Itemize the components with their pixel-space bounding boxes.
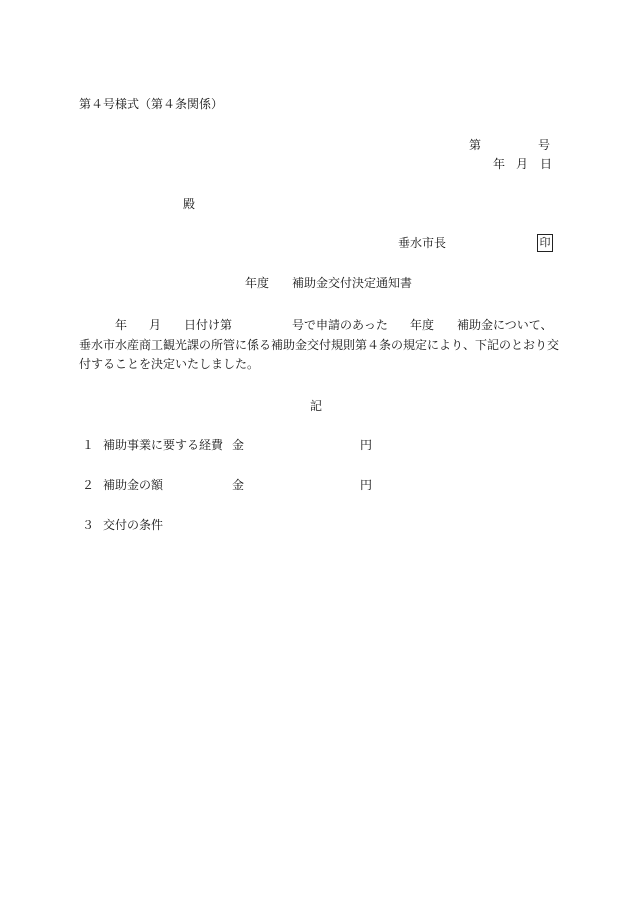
form-label: 第４号様式（第４条関係） bbox=[79, 97, 224, 111]
seal-mark: 印 bbox=[537, 234, 553, 252]
item-1-en: 円 bbox=[360, 438, 373, 452]
date-month: 月 bbox=[516, 157, 529, 171]
addressee-dono: 殿 bbox=[183, 197, 196, 211]
body-l1-go: 号で申請のあった bbox=[292, 318, 388, 332]
item-2-en: 円 bbox=[360, 478, 373, 492]
body-line-2: 垂水市水産商工観光課の所管に係る補助金交付規則第４条の規定により、下記のとおり交 bbox=[79, 338, 560, 352]
date-year: 年 bbox=[493, 157, 506, 171]
item-1-kin: 金 bbox=[232, 438, 245, 452]
body-l1-nendo: 年度 bbox=[410, 318, 435, 332]
item-2-number: ２ bbox=[82, 478, 95, 492]
item-3-label: 交付の条件 bbox=[103, 518, 164, 532]
issuer-name: 垂水市長 bbox=[398, 236, 447, 250]
item-2-kin: 金 bbox=[232, 478, 245, 492]
body-line-3: 付することを決定いたしました。 bbox=[79, 357, 260, 371]
date-day: 日 bbox=[540, 157, 553, 171]
item-1-label: 補助事業に要する経費 bbox=[103, 438, 224, 452]
body-l1-hizuke: 日付け第 bbox=[184, 318, 233, 332]
body-l1-gatsu: 月 bbox=[149, 318, 162, 332]
item-3-number: ３ bbox=[82, 518, 95, 532]
doc-number-dai: 第 bbox=[469, 138, 482, 152]
title-text: 補助金交付決定通知書 bbox=[292, 276, 413, 290]
item-2-label: 補助金の額 bbox=[103, 478, 164, 492]
ki-heading: 記 bbox=[310, 399, 323, 413]
body-l1-nen: 年 bbox=[115, 318, 128, 332]
title-nendo: 年度 bbox=[245, 276, 270, 290]
body-l1-hojokin: 補助金について、 bbox=[457, 318, 553, 332]
doc-number-go: 号 bbox=[538, 138, 551, 152]
item-1-number: １ bbox=[82, 438, 95, 452]
